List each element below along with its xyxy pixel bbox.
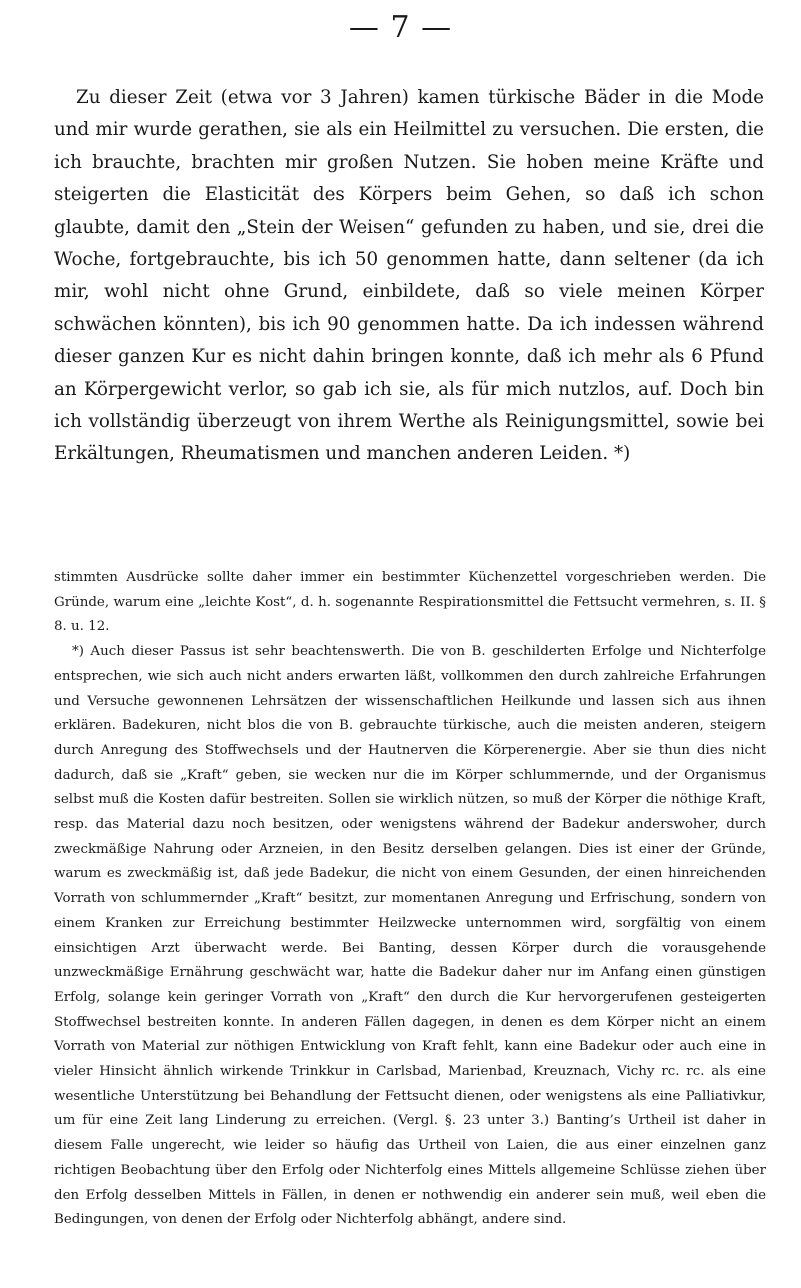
footnotes xyxy=(54,566,766,1233)
main-paragraph: Zu dieser Zeit (etwa vor 3 Jahren) kamen türkische Bäder in die Mode und mir wurde gerathen, sie als ein Heilmittel zu versuchen. Die ersten, die ich brauchte, brachten mir großen Nutzen. Sie hoben meine Kräfte und steigerten die Elasticität des Körpers beim Gehen, so daß ich schon glaubte, damit den „Stein der Weisen“ gefunden zu haben, und sie, drei die Woche, fortgebrauchte, bis ich 50 genommen hatte, dann seltener (da ich mir, wohl nicht ohne Grund, einbildete, daß so viele meinen Körper schwächen könnten), bis ich 90 genommen hatte. Da ich indessen während dieser ganzen Kur es nicht dahin bringen konnte, daß ich mehr als 6 Pfund an Körpergewicht verlor, so gab ich sie, als für mich nutzlos, auf. Doch bin ich vollständig überzeugt von ihrem Werthe als Reinigungsmittel, sowie bei Erkältungen, Rheumatismen und manchen anderen Leiden. *) xyxy=(54,87,764,465)
footnote-star: *) Auch dieser Passus ist sehr beachtenswerth. Die von B. geschilderten Erfolge und Nichterfolge entsprechen, wie sich auch nicht anders erwarten läßt, vollkommen den durch zahlreiche Erfahrungen und Versuche gewonnenen Lehrsätzen der wissenschaftlichen Heilkunde und lassen sich aus ihnen erklären. Badekuren, nicht blos die von B. gebrauchte türkische, auch die meisten anderen, steigern durch Anregung des Stoffwechsels und der Hautnerven die Körperenergie. Aber sie thun dies nicht dadurch, daß sie „Kraft“ geben, sie wecken nur die im Körper schlummernde, und der Organismus selbst muß die Kosten dafür bestreiten. Sollen sie wirklich nützen, so muß der Körper die nöthige Kraft, resp. das Material dazu noch besitzen, oder wenigstens während der Badekur anderswoher, durch zweckmäßige Nahrung oder Arzneien, in den Besitz derselben gelangen. Dies ist einer der Gründe, warum es zweckmäßig ist, daß jede Badekur, die nicht von einem Gesunden, der einen hinreichenden Vorrath von schlummernder „Kraft“ besitzt, zur momentanen Anregung und Erfrischung, sondern von einem Kranken zur Erreichung bestimmter Heilzwecke unternommen wird, sorgfältig von einem einsichtigen Arzt überwacht werde. Bei Banting, dessen Körper durch die vorausgehende unzweckmäßige Ernährung geschwächt war, hatte die Badekur daher nur im Anfang einen günstigen Erfolg, solange kein geringer Vorrath von „Kraft“ den durch die Kur hervorgerufenen gesteigerten Stoffwechsel bestreiten konnte. In anderen Fällen dagegen, in denen es dem Körper nicht an einem Vorrath von Material zur nöthigen Entwicklung von Kraft fehlt, kann eine Badekur oder auch eine in vieler Hinsicht ähnlich wirkende Trinkkur in Carlsbad, Marienbad, Kreuznach, Vichy rc. rc. als eine wesentliche Unterstützung bei Behandlung der Fettsucht dienen, oder wenigstens als eine Palliativkur, um für eine Zeit lang Linderung zu erreichen. (Vergl. §. 23 unter 3.) Banting’s Urtheil ist daher in diesem Falle ungerecht, wie leider so häufig das Urtheil von Laien, die aus einer einzelnen ganz richtigen Beobachtung über den Erfolg oder Nichterfolg eines Mittels allgemeine Schlüsse ziehen über den Erfolg desselben Mittels in Fällen, in denen er nothwendig ein anderer sein muß, weil eben die Bedingungen, von denen der Erfolg oder Nichterfolg abhängt, andere sind. xyxy=(54,644,766,1228)
page-number: — 7 — xyxy=(348,10,453,45)
footnote-continuation: stimmten Ausdrücke sollte daher immer ein bestimmter Küchenzettel vorgeschrieben werden. Die Gründe, warum eine „leichte Kost“, d. h. sogenannte Respirationsmittel die Fettsucht vermehren, s. II. § 8. u. 12. xyxy=(54,570,766,635)
main-text xyxy=(54,82,764,471)
